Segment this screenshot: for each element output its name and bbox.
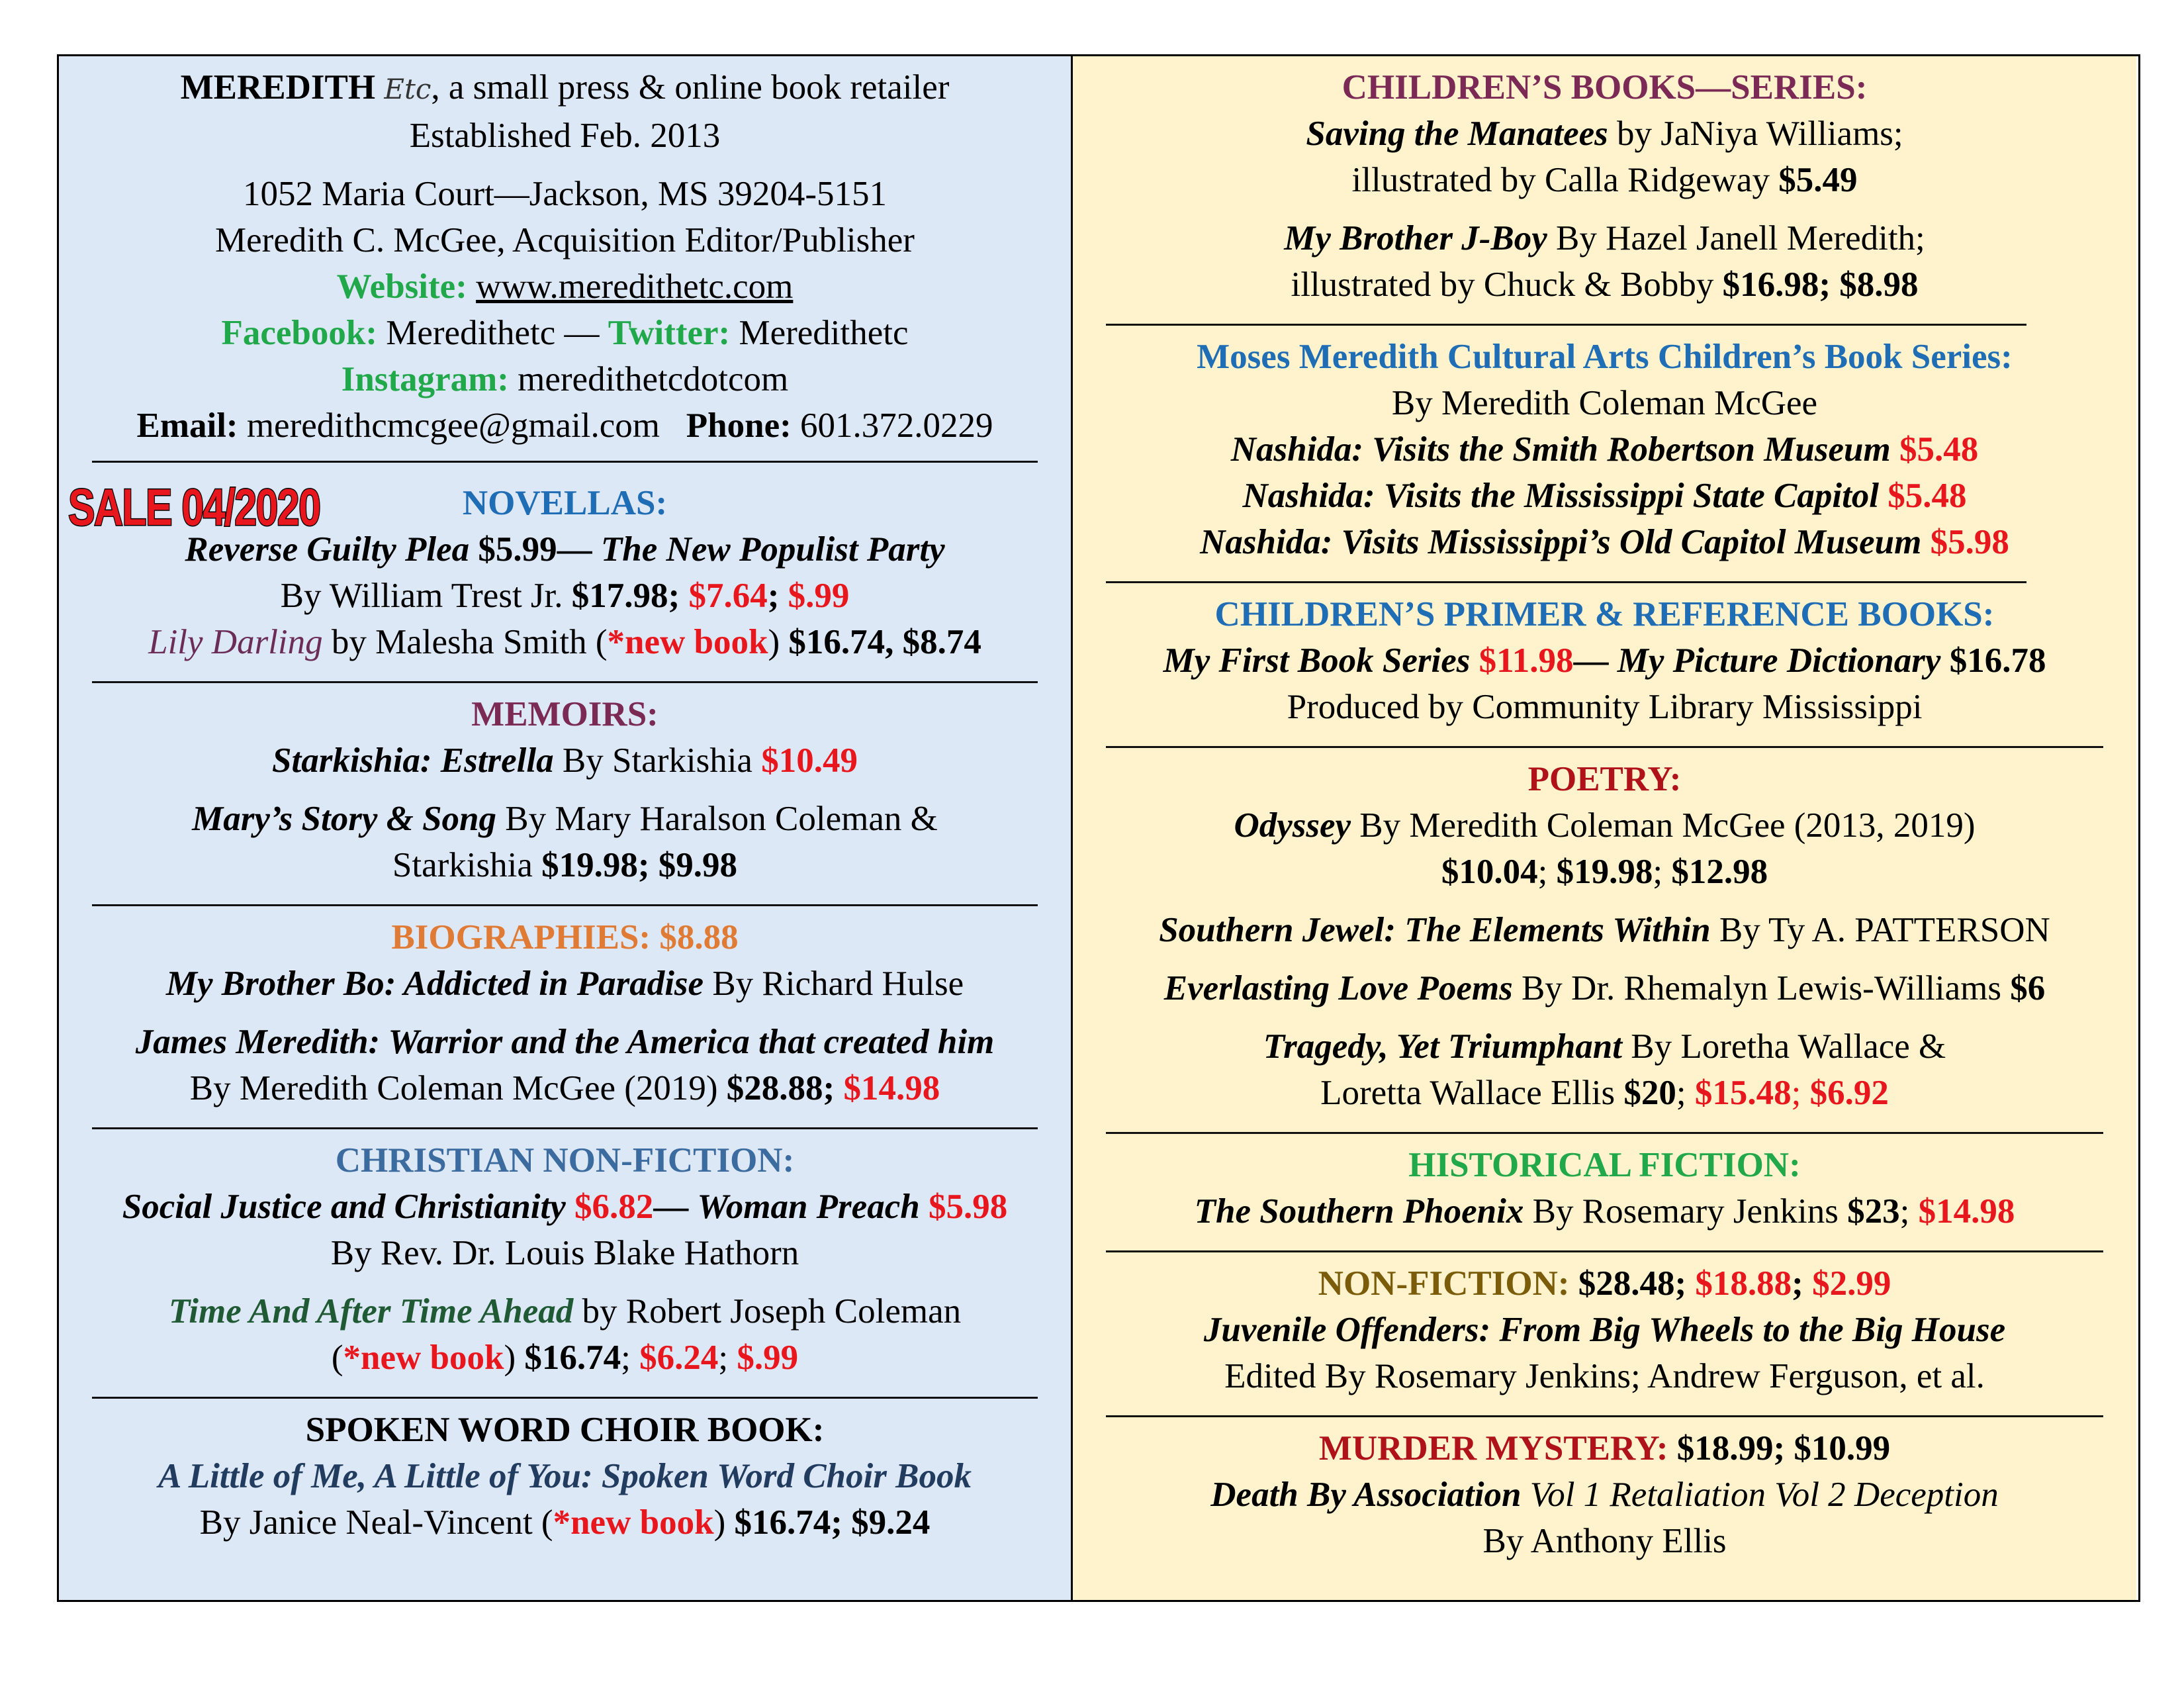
author: By Ty A. PATTERSON (1710, 911, 2050, 949)
price: $10.04 (1441, 853, 1538, 891)
book-title: James Meredith: Warrior and the America that created him (135, 1023, 995, 1061)
novellas-line-2 (83, 573, 1047, 619)
paren: ) (504, 1338, 525, 1377)
book-title: My First Book Series (1163, 641, 1471, 680)
divider (92, 1127, 1038, 1129)
paren: ) (768, 623, 789, 661)
separator: ; (621, 1338, 640, 1377)
spoken-line-1 (83, 1453, 1047, 1499)
historical-heading: HISTORICAL FICTION: (1408, 1146, 1801, 1184)
sale-price: $6.24 (639, 1338, 719, 1377)
divider (1106, 1250, 2103, 1252)
sale-badge: SALE 04/2020 (68, 478, 320, 536)
book-title: Everlasting Love Poems (1163, 969, 1513, 1008)
book-title: Lily Darling (148, 623, 323, 661)
moses-line-3 (1097, 519, 2113, 565)
divider (92, 1397, 1038, 1399)
new-book-tag: *new book (343, 1338, 504, 1377)
nonfiction-heading-line (1097, 1260, 2113, 1307)
divider (1106, 581, 2026, 583)
social-line (83, 310, 1047, 356)
moses-line-2 (1097, 473, 2113, 519)
author: By Janice Neal-Vincent ( (199, 1503, 553, 1542)
divider (92, 681, 1038, 683)
divider (92, 904, 1038, 906)
children-line-2 (1097, 157, 2113, 203)
author: By Mary Haralson Coleman & (496, 800, 938, 838)
children-series-heading: CHILDREN’S BOOKS—SERIES: (1342, 68, 1868, 107)
publisher-tagline: , a small press & online book retailer (431, 68, 950, 107)
separator: — (557, 530, 601, 569)
price: $17.98; (571, 577, 689, 615)
etc-logo: Etc (384, 73, 432, 105)
divider (1106, 1132, 2103, 1134)
email-value: meredithcmcgee@gmail.com (246, 406, 660, 445)
sale-price: $.99 (788, 577, 850, 615)
historical-line-1 (1097, 1188, 2113, 1235)
poetry-line-3 (1097, 907, 2113, 953)
christian-line-3 (83, 1288, 1047, 1335)
illustrator: illustrated by Calla Ridgeway (1351, 161, 1779, 199)
website-link[interactable]: www.meredithetc.com (476, 267, 794, 306)
children-line-3 (1097, 215, 2113, 261)
volumes: Vol 1 Retaliation Vol 2 Deception (1521, 1476, 1999, 1514)
author: by Robert Joseph Coleman (573, 1292, 962, 1331)
author: Starkishia (392, 846, 542, 884)
sale-price: $.99 (737, 1338, 799, 1377)
poetry-line-4 (1097, 965, 2113, 1011)
separator: ; (1899, 1192, 1919, 1231)
biographies-line-2 (83, 1019, 1047, 1065)
sale-price: $5.98 (1921, 523, 2009, 561)
author: Loretta Wallace Ellis (1320, 1074, 1624, 1112)
sale-price: $18.88 (1695, 1264, 1792, 1303)
separator: ; (1791, 1074, 1810, 1112)
book-title: Juvenile Offenders: From Big Wheels to the Big House (1203, 1311, 2006, 1349)
author: By Starkishia (553, 741, 762, 780)
moses-heading: Moses Meredith Cultural Arts Children’s Book Series: (1197, 338, 2013, 376)
price: $5.99 (469, 530, 557, 569)
author: by Malesha Smith ( (322, 623, 608, 661)
primer-produced: Produced by Community Library Mississippi (1287, 688, 1923, 726)
book-title: The Southern Phoenix (1194, 1192, 1524, 1231)
memoirs-line-1 (83, 737, 1047, 784)
divider (1106, 1415, 2103, 1417)
publisher-name: MEREDITH (180, 68, 376, 107)
primer-heading: CHILDREN’S PRIMER & REFERENCE BOOKS: (1214, 595, 1995, 633)
facebook-label: Facebook: (221, 314, 377, 352)
book-title: My Brother Bo: Addicted in Paradise (165, 964, 704, 1003)
author: By William Trest Jr. (280, 577, 572, 615)
poetry-heading: POETRY: (1527, 760, 1682, 798)
biographies-heading: BIOGRAPHIES: $8.88 (391, 918, 739, 957)
nonfiction-line-1 (1097, 1307, 2113, 1353)
instagram-handle: meredithetcdotcom (518, 360, 789, 399)
book-title: Time And After Time Ahead (168, 1292, 574, 1331)
price: $19.98; $9.98 (541, 846, 738, 884)
contact-line (83, 402, 1047, 449)
book-title: My Brother J-Boy (1284, 219, 1547, 258)
new-book-tag: *new book (553, 1503, 714, 1542)
biographies-line-3 (83, 1065, 1047, 1111)
website-line (83, 263, 1047, 310)
established: Established Feb. 2013 (409, 117, 721, 155)
murder-heading: MURDER MYSTERY: (1318, 1429, 1668, 1468)
author: By Loretha Wallace & (1622, 1027, 1946, 1066)
moses-line-1 (1097, 426, 2113, 473)
book-title: The New Populist Party (600, 530, 945, 569)
price: $16.74; $9.24 (734, 1503, 931, 1542)
price: $16.74 (524, 1338, 621, 1377)
sale-price: $14.98 (843, 1069, 940, 1107)
murder-line-1 (1097, 1472, 2113, 1518)
sale-price: $2.99 (1812, 1264, 1891, 1303)
christian-line-2 (83, 1230, 1047, 1276)
separator: ; (767, 577, 788, 615)
children-line-4 (1097, 261, 2113, 308)
book-title: Starkishia: Estrella (272, 741, 554, 780)
author: by JaNiya Williams; (1608, 115, 1903, 153)
author: By Rev. Dr. Louis Blake Hathorn (330, 1234, 799, 1272)
separator: ; (718, 1338, 737, 1377)
new-book-tag: *new book (607, 623, 768, 661)
divider (1106, 324, 2026, 326)
memoirs-line-2 (83, 796, 1047, 842)
spoken-line-2 (83, 1499, 1047, 1546)
flyer-frame (57, 54, 2140, 1602)
moses-author: By Meredith Coleman McGee (1391, 384, 1818, 422)
email-label: Email: (136, 406, 238, 445)
price: $5.49 (1778, 161, 1858, 199)
twitter-handle: Meredithetc (739, 314, 909, 352)
sale-price: $14.98 (1918, 1192, 2015, 1231)
primer-line-1 (1097, 637, 2113, 684)
novellas-line-3 (83, 619, 1047, 665)
sale-price: $7.64 (688, 577, 768, 615)
price: $16.78 (1940, 641, 2046, 680)
right-column (1073, 56, 2136, 1600)
instagram-label: Instagram: (341, 360, 509, 399)
book-title: Southern Jewel: The Elements Within (1159, 911, 1711, 949)
price: $19.98 (1556, 853, 1653, 891)
phone-value: 601.372.0229 (800, 406, 993, 445)
twitter-label: Twitter: (608, 314, 731, 352)
instagram-line (83, 356, 1047, 402)
sale-price: $6.82 (565, 1188, 654, 1226)
author: By Dr. Rhemalyn Lewis-Williams (1512, 969, 2011, 1008)
website-label: Website: (336, 267, 467, 306)
separator: ; (1653, 853, 1672, 891)
book-title: Woman Preach (697, 1188, 920, 1226)
price: $23 (1847, 1192, 1900, 1231)
divider (1106, 746, 2103, 748)
book-title: Death By Association (1210, 1476, 1522, 1514)
book-title: Nashida: Visits Mississippi’s Old Capitol Museum (1200, 523, 1922, 561)
author: By Meredith Coleman McGee (2019) (189, 1069, 727, 1107)
price: $12.98 (1671, 853, 1768, 891)
sale-price: $11.98 (1470, 641, 1574, 680)
murder-line-2: By Anthony Ellis (1482, 1522, 1727, 1560)
book-title: Tragedy, Yet Triumphant (1263, 1027, 1623, 1066)
separator: — (653, 1188, 698, 1226)
book-title: Mary’s Story & Song (192, 800, 497, 838)
sale-price: $5.48 (1879, 477, 1967, 515)
children-line-1 (1097, 111, 2113, 157)
paren: ( (331, 1338, 343, 1377)
facebook-handle: Meredithetc — (386, 314, 608, 352)
left-column (59, 56, 1073, 1600)
price: $18.99; $10.99 (1668, 1429, 1891, 1468)
nonfiction-heading: NON-FICTION: (1318, 1264, 1570, 1303)
sale-price: $10.49 (761, 741, 858, 780)
book-title: Odyssey (1234, 806, 1351, 845)
paren: ) (713, 1503, 735, 1542)
poetry-line-6 (1097, 1070, 2113, 1116)
separator: ; (1792, 1264, 1813, 1303)
sale-price: $5.98 (919, 1188, 1008, 1226)
price: $28.48; (1569, 1264, 1696, 1303)
publisher-title-line (83, 64, 1047, 113)
book-title: My Picture Dictionary (1617, 641, 1941, 680)
price: $28.88; (726, 1069, 844, 1107)
editor: Meredith C. McGee, Acquisition Editor/Publisher (215, 221, 915, 259)
biographies-line-1 (83, 961, 1047, 1007)
divider (92, 461, 1038, 463)
separator: ; (1537, 853, 1557, 891)
christian-line-4 (83, 1335, 1047, 1381)
price: $20 (1623, 1074, 1676, 1112)
book-title: Social Justice and Christianity (122, 1188, 566, 1226)
price: $16.74, $8.74 (788, 623, 981, 661)
christian-heading: CHRISTIAN NON-FICTION: (335, 1141, 795, 1180)
poetry-line-1 (1097, 802, 2113, 849)
poetry-line-2 (1097, 849, 2113, 895)
author: By Meredith Coleman McGee (2013, 2019) (1351, 806, 1976, 845)
memoirs-line-3 (83, 842, 1047, 888)
spoken-heading: SPOKEN WORD CHOIR BOOK: (305, 1411, 825, 1449)
nonfiction-line-2: Edited By Rosemary Jenkins; Andrew Ferguson, et al. (1224, 1357, 1985, 1395)
book-title: A Little of Me, A Little of You: Spoken Word Choir Book (158, 1457, 972, 1495)
poetry-line-5 (1097, 1023, 2113, 1070)
book-title: Reverse Guilty Plea (185, 530, 470, 569)
illustrator: illustrated by Chuck & Bobby (1291, 265, 1723, 304)
memoirs-heading: MEMOIRS: (471, 695, 659, 733)
christian-line-1 (83, 1184, 1047, 1230)
book-title: Saving the Manatees (1306, 115, 1608, 153)
murder-heading-line (1097, 1425, 2113, 1472)
address: 1052 Maria Court—Jackson, MS 39204-5151 (242, 175, 887, 213)
sale-price: $5.48 (1890, 430, 1979, 469)
author: By Hazel Janell Meredith; (1547, 219, 1925, 258)
novellas-heading: NOVELLAS: (462, 484, 668, 522)
author: By Richard Hulse (704, 964, 964, 1003)
author: By Rosemary Jenkins (1524, 1192, 1848, 1231)
book-title: Nashida: Visits the Mississippi State Capitol (1242, 477, 1880, 515)
sale-price: $6.92 (1809, 1074, 1889, 1112)
price: $16.98; $8.98 (1722, 265, 1919, 304)
separator: ; (1676, 1074, 1695, 1112)
phone-label: Phone: (686, 406, 792, 445)
price: $6 (2010, 969, 2046, 1008)
separator: — (1573, 641, 1617, 680)
sale-price: $15.48 (1694, 1074, 1792, 1112)
book-title: Nashida: Visits the Smith Robertson Museum (1230, 430, 1891, 469)
